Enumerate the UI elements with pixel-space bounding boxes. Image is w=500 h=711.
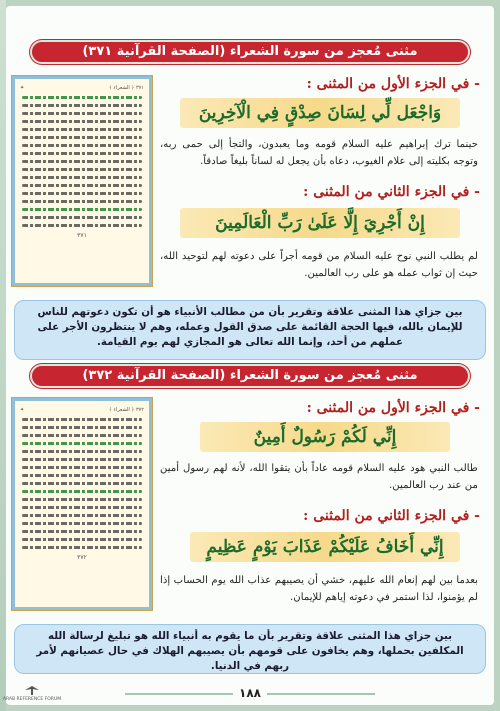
mushaf-line: [22, 160, 142, 163]
mushaf-line: [22, 474, 142, 477]
section2-part1-text: طالب النبي هود عليه السلام قومه عاداً بأن يتقوا الله، لأنه لهم رسول أمين من عند رب العالمين.: [160, 463, 478, 491]
section2-banner: مثنى مُعجز من سورة الشعراء (الصفحة القرآنية ٣٧٢): [30, 364, 470, 388]
mushaf-line: [22, 120, 142, 123]
section2-part2-ayah: إِنِّي أَخَافُ عَلَيْكُمْ عَذَابَ يَوْمٍ عَظِيمٍ: [190, 532, 460, 562]
mushaf-line: [22, 418, 142, 421]
section2-mushaf-header-label: ٣٧٢ ﴿ الشعراء ﴾: [109, 407, 144, 413]
watermark: [2, 684, 62, 708]
section2-part1-ayah: إِنِّي لَكُمْ رَسُولٌ أَمِينٌ: [200, 422, 450, 452]
section2-mushaf-footer: ٣٧٢: [77, 554, 87, 561]
section1-part2-ayah: إِنْ أَجْرِيَ إِلَّا عَلَىٰ رَبِّ الْعَالَمِينَ: [180, 208, 460, 238]
mushaf-line: [22, 530, 142, 533]
mushaf-line: [22, 144, 142, 147]
mushaf-line: [22, 442, 142, 445]
mushaf-line: [22, 546, 142, 549]
watermark-text: ARAB REFERENCE FORUM: [2, 697, 62, 702]
section1-mushaf-header: [20, 85, 144, 91]
mushaf-line: [22, 184, 142, 187]
mushaf-line: [22, 450, 142, 453]
section1-mushaf-page: [12, 76, 152, 286]
mushaf-line: [22, 216, 142, 219]
section1-part1-heading: - في الجزء الأول من المثنى :: [306, 76, 480, 92]
section1-mushaf-header-label: ٣٧١ ﴿ الشعراء ﴾: [109, 85, 144, 91]
section2-summary: بين جزاي هذا المثنى علاقة وتقرير بأن ما يقوم به أنبياء الله هو تبليغ لرسالة الله المكلفين بحملها، وهم يخافون على قومهم بأن يصيبهم الهلاك في حال عصيانهم لأمر ربهم في الدنيا.: [14, 624, 486, 674]
eagle-icon: [24, 684, 40, 696]
mushaf-line: [22, 498, 142, 501]
mushaf-line: [22, 514, 142, 517]
mushaf-line: [22, 104, 142, 107]
mushaf-line: [22, 490, 142, 493]
section1-mushaf-footer: ٣٧١: [77, 232, 87, 239]
section2-mushaf-star-icon: ✦: [20, 407, 25, 413]
section1-part1-ayah: وَاجْعَل لِّي لِسَانَ صِدْقٍ فِي الْآخِرِينَ: [180, 98, 460, 128]
mushaf-line: [22, 112, 142, 115]
section1-part2-heading: - في الجزء الثاني من المثنى :: [303, 184, 480, 200]
section2-mushaf-header: [20, 407, 144, 413]
mushaf-line: [22, 538, 142, 541]
mushaf-line: [22, 426, 142, 429]
section1-summary: بين جزاي هذا المثنى علاقة وتقرير بأن من مطالب الأنبياء هو أن تكون دعوتهم للناس للإيمان بالله، فيها الحجة القائمة على صدق القول وعمله، وهم لا ينتظرون الأجر على عملهم من أحد، وإنما الله تعالى هو المجازي لهم يوم القيامة.: [14, 300, 486, 360]
mushaf-line: [22, 466, 142, 469]
mushaf-line: [22, 224, 142, 227]
section2-mushaf-page: [12, 398, 152, 610]
section2-part2-text: بعدما بين لهم إنعام الله عليهم، خشي أن يصيبهم عذاب الله يوم الحساب إذا لم يؤمنوا، لذا استمر في دعوته إياهم للإيمان.: [160, 575, 478, 603]
mushaf-line: [22, 128, 142, 131]
mushaf-line: [22, 176, 142, 179]
section2-part2-heading: - في الجزء الثاني من المثنى :: [303, 508, 480, 524]
page-number: [205, 686, 295, 702]
page-number-label: ١٨٨: [233, 686, 267, 700]
mushaf-line: [22, 434, 142, 437]
mushaf-line: [22, 200, 142, 203]
mushaf-line: [22, 168, 142, 171]
section2-part1-heading: - في الجزء الأول من المثنى :: [306, 400, 480, 416]
section1-banner: مثنى مُعجز من سورة الشعراء (الصفحة القرآنية ٣٧١): [30, 40, 470, 64]
mushaf-line: [22, 192, 142, 195]
mushaf-line: [22, 458, 142, 461]
mushaf-line: [22, 482, 142, 485]
mushaf-line: [22, 96, 142, 99]
section1-part2-text: لم يطلب النبي نوح عليه السلام من قومه أجراً على دعوته لهم لتوحيد الله، حيث إن ثواب عمله هو على رب العالمين.: [160, 251, 478, 279]
mushaf-line: [22, 136, 142, 139]
section1-mushaf-star-icon: ✦: [20, 85, 25, 91]
mushaf-line: [22, 522, 142, 525]
mushaf-line: [22, 506, 142, 509]
mushaf-line: [22, 152, 142, 155]
mushaf-line: [22, 208, 142, 211]
section1-part1-text: حينما ترك إبراهيم عليه السلام قومه وما يعبدون، والتجأ إلى حمى ربه، وتوجه بكليته إلى علام الغيوب، دعاه بأن يجعل له لساناً بليغاً صادقاً.: [160, 139, 478, 167]
